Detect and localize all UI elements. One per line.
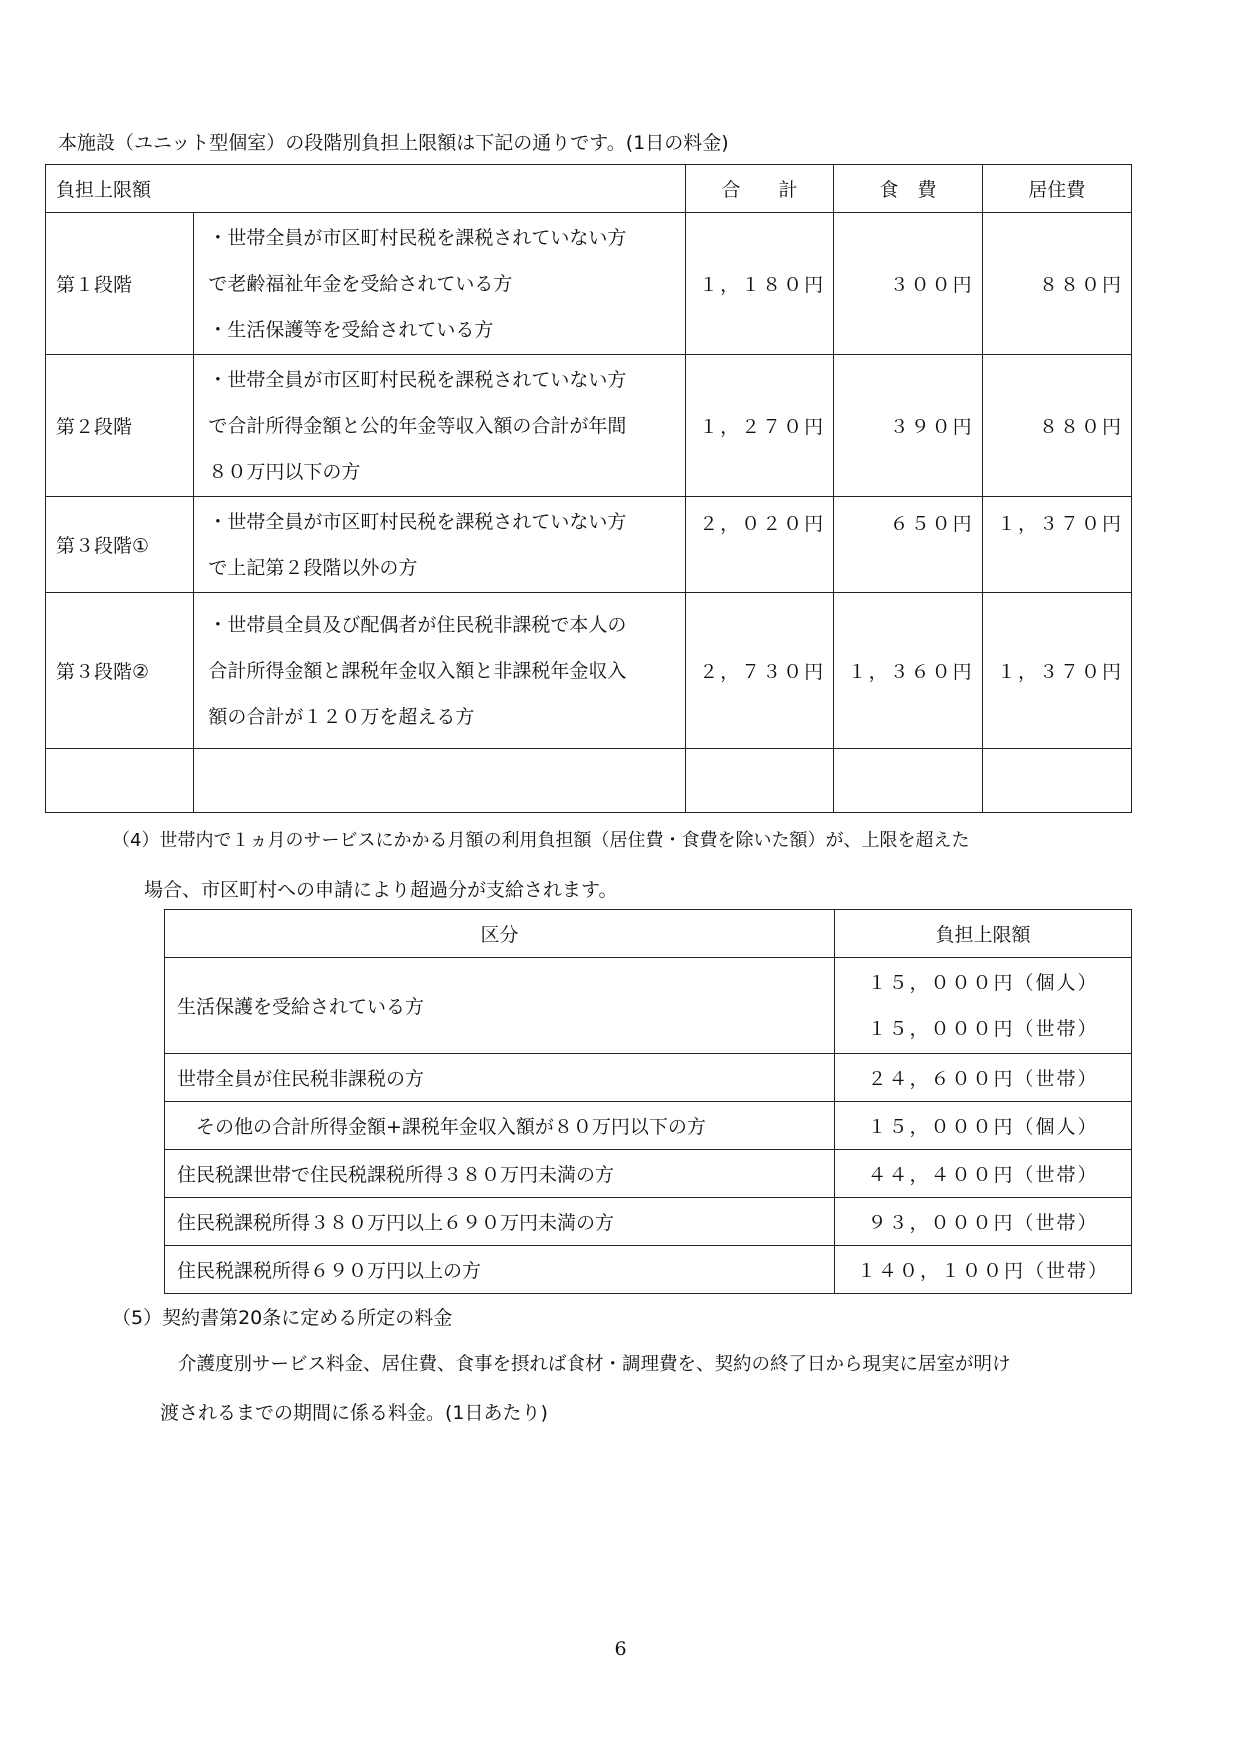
- table1-row-level1: [46, 213, 1132, 355]
- limit-amount: ９３，０００円（世帯）: [835, 1198, 1132, 1246]
- description-line: ・世帯全員が市区町村民税を課税されていない方: [208, 510, 627, 533]
- level-label: 第３段階①: [46, 497, 194, 593]
- limit-amount: １５，０００円（個人）: [867, 971, 1099, 994]
- limit-amount: ２４，６００円（世帯）: [835, 1054, 1132, 1102]
- table1-row-level3-1: [46, 497, 1132, 593]
- category-cell: 住民税課税所得６９０万円以上の方: [165, 1246, 835, 1294]
- food-amount: １，３６０円: [834, 593, 982, 749]
- section4-line2: 場合、市区町村への申請により超過分が支給されます。: [144, 879, 618, 901]
- total-amount: １，２７０円: [685, 355, 833, 497]
- empty-cell: [834, 749, 982, 813]
- level-label: 第３段階②: [46, 593, 194, 749]
- residence-amount: ８８０円: [982, 213, 1131, 355]
- empty-cell: [46, 749, 194, 813]
- empty-cell: [982, 749, 1131, 813]
- food-amount: ３９０円: [834, 355, 982, 497]
- header-food: 食 費: [834, 165, 982, 213]
- header-category: 区分: [165, 910, 835, 958]
- limit-cell: [835, 958, 1132, 1054]
- description-line: ・世帯全員が市区町村民税を課税されていない方: [208, 368, 627, 391]
- page-number: 6: [614, 1638, 627, 1660]
- table1-row-level2: [46, 355, 1132, 497]
- table1-empty-row: [46, 749, 1132, 813]
- total-amount: ２，０２０円: [685, 497, 833, 593]
- level-description: [194, 497, 685, 593]
- residence-amount: ８８０円: [982, 355, 1131, 497]
- header-total: 合 計: [685, 165, 833, 213]
- table2-row: [165, 1198, 1132, 1246]
- category-cell: その他の合計所得金額+課税年金収入額が８０万円以下の方: [165, 1102, 835, 1150]
- description-line: で上記第２段階以外の方: [208, 556, 418, 579]
- table2-row: [165, 958, 1132, 1054]
- table2-row: [165, 1246, 1132, 1294]
- description-line: ８０万円以下の方: [208, 460, 361, 483]
- limit-amount: ４４，４００円（世帯）: [835, 1150, 1132, 1198]
- residence-amount: １，３７０円: [982, 593, 1131, 749]
- food-amount: ６５０円: [834, 497, 982, 593]
- section5-line2: 渡されるまでの期間に係る料金。(1日あたり): [160, 1402, 548, 1424]
- total-amount: ２，７３０円: [685, 593, 833, 749]
- limit-amount: １５，０００円（世帯）: [867, 1017, 1099, 1040]
- description-line: ・生活保護等を受給されている方: [208, 318, 494, 341]
- limit-amount: １５，０００円（個人）: [835, 1102, 1132, 1150]
- level-label: 第２段階: [46, 355, 194, 497]
- residence-amount: １，３７０円: [982, 497, 1131, 593]
- table1-row-level3-2: [46, 593, 1132, 749]
- section4-line1: （4）世帯内で１ヵ月のサービスにかかる月額の利用負担額（居住費・食費を除いた額）が、上限を超えた: [112, 830, 970, 851]
- level-description: [194, 593, 685, 749]
- empty-cell: [194, 749, 685, 813]
- description-line: 額の合計が１２０万を超える方: [208, 705, 475, 728]
- total-amount: １，１８０円: [685, 213, 833, 355]
- category-cell: 住民税課税所得３８０万円以上６９０万円未満の方: [165, 1198, 835, 1246]
- description-line: ・世帯員全員及び配偶者が住民税非課税で本人の: [208, 613, 627, 636]
- section5-line1: 介護度別サービス料金、居住費、食事を摂れば食材・調理費を、契約の終了日から現実に居室が明け: [178, 1354, 1011, 1375]
- limit-amount: １４０，１００円（世帯）: [835, 1246, 1132, 1294]
- table2-row: [165, 1150, 1132, 1198]
- table2-row: [165, 1102, 1132, 1150]
- level-description: [194, 355, 685, 497]
- table1-header-row: [46, 165, 1132, 213]
- food-amount: ３００円: [834, 213, 982, 355]
- header-burden-limit: 負担上限額: [46, 165, 686, 213]
- level-label: 第１段階: [46, 213, 194, 355]
- category-cell: 世帯全員が住民税非課税の方: [165, 1054, 835, 1102]
- section5-title: （5）契約書第20条に定める所定の料金: [112, 1307, 453, 1329]
- description-line: ・世帯全員が市区町村民税を課税されていない方: [208, 226, 627, 249]
- intro-text: 本施設（ユニット型個室）の段階別負担上限額は下記の通りです。(1日の料金): [58, 132, 729, 154]
- description-line: 合計所得金額と課税年金収入額と非課税年金収入: [208, 659, 627, 682]
- category-cell: 住民税課世帯で住民税課税所得３８０万円未満の方: [165, 1150, 835, 1198]
- empty-cell: [685, 749, 833, 813]
- monthly-limit-table: [164, 909, 1132, 1294]
- header-limit: 負担上限額: [835, 910, 1132, 958]
- level-description: [194, 213, 685, 355]
- table2-header-row: [165, 910, 1132, 958]
- burden-limit-table: [45, 164, 1132, 813]
- category-cell: 生活保護を受給されている方: [165, 958, 835, 1054]
- description-line: で老齢福祉年金を受給されている方: [208, 272, 513, 295]
- table2-row: [165, 1054, 1132, 1102]
- header-residence: 居住費: [982, 165, 1131, 213]
- description-line: で合計所得金額と公的年金等収入額の合計が年間: [208, 414, 627, 437]
